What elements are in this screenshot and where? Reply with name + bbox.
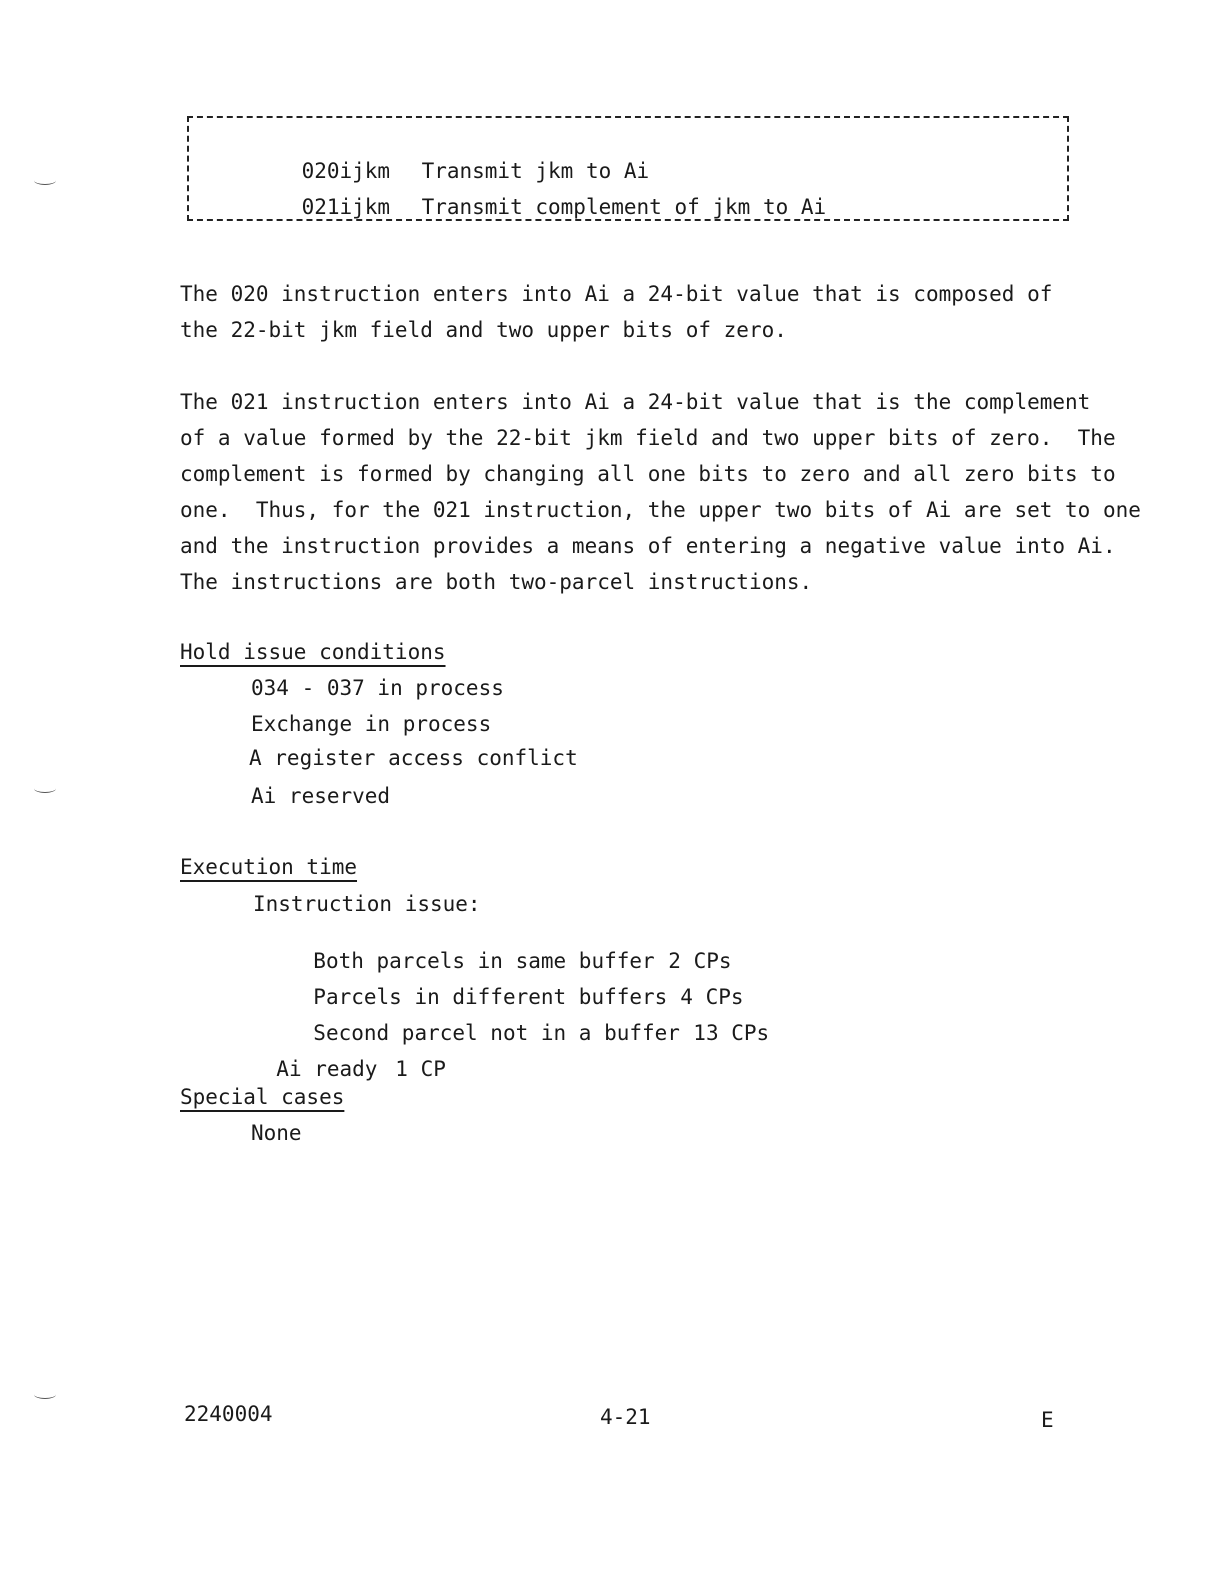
timing-label: Parcels in different buffers: [313, 985, 668, 1009]
margin-mark: [34, 176, 56, 185]
instruction-box: [187, 116, 1069, 221]
hold-issue-item: 034 - 037 in process: [251, 676, 504, 700]
timing-value: 2 CPs: [668, 949, 732, 973]
hold-issue-item: A register access conflict: [249, 746, 578, 770]
paragraph-line: The 021 instruction enters into Ai a 24-bit value that is the complement: [180, 390, 1091, 414]
paragraph-line: of a value formed by the 22-bit jkm field and two upper bits of zero. The: [180, 426, 1116, 450]
paragraph-line: one. Thus, for the 021 instruction, the upper two bits of Ai are set to one: [180, 498, 1141, 522]
instruction-description: Transmit jkm to Ai: [421, 159, 650, 183]
hold-issue-item: Ai reserved: [251, 784, 391, 808]
paragraph-line: The 020 instruction enters into Ai a 24-bit value that is composed of: [180, 282, 1053, 306]
paragraph-020: [180, 276, 1090, 348]
timing-value: 13 CPs: [693, 1021, 770, 1045]
instruction-issue-label: Instruction issue:: [253, 892, 481, 916]
paragraph-line: the 22-bit jkm field and two upper bits of zero.: [180, 318, 787, 342]
paragraph-line: The instructions are both two-parcel instructions.: [180, 570, 813, 594]
special-case-item: None: [251, 1121, 302, 1145]
ready-label: Ai ready: [276, 1057, 378, 1081]
ready-row: [251, 1038, 446, 1080]
page-number: 4-21: [600, 1405, 651, 1429]
instruction-description: Transmit complement of jkm to Ai: [421, 195, 827, 219]
timing-label: Second parcel not in a buffer: [313, 1021, 680, 1045]
instruction-row: [251, 176, 826, 239]
doc-number: 2240004: [184, 1402, 273, 1426]
revision-letter: E: [1041, 1408, 1054, 1432]
hold-issue-heading: Hold issue conditions: [180, 640, 446, 664]
timing-value: 4 CPs: [680, 985, 744, 1009]
paragraph-line: complement is formed by changing all one bits to zero and all zero bits to: [180, 462, 1116, 486]
execution-time-heading: Execution time: [180, 855, 358, 879]
instruction-code: 021ijkm: [301, 195, 391, 219]
instruction-code: 020ijkm: [301, 159, 391, 183]
paragraph-line: and the instruction provides a means of entering a negative value into Ai.: [180, 534, 1116, 558]
special-cases-heading: Special cases: [180, 1085, 345, 1109]
ready-value: 1 CP: [395, 1057, 446, 1081]
hold-issue-item: Exchange in process: [251, 712, 492, 736]
margin-mark: [34, 1390, 56, 1399]
paragraph-021: [180, 384, 1141, 600]
margin-mark: [34, 784, 56, 793]
timing-label: Both parcels in same buffer: [313, 949, 655, 973]
